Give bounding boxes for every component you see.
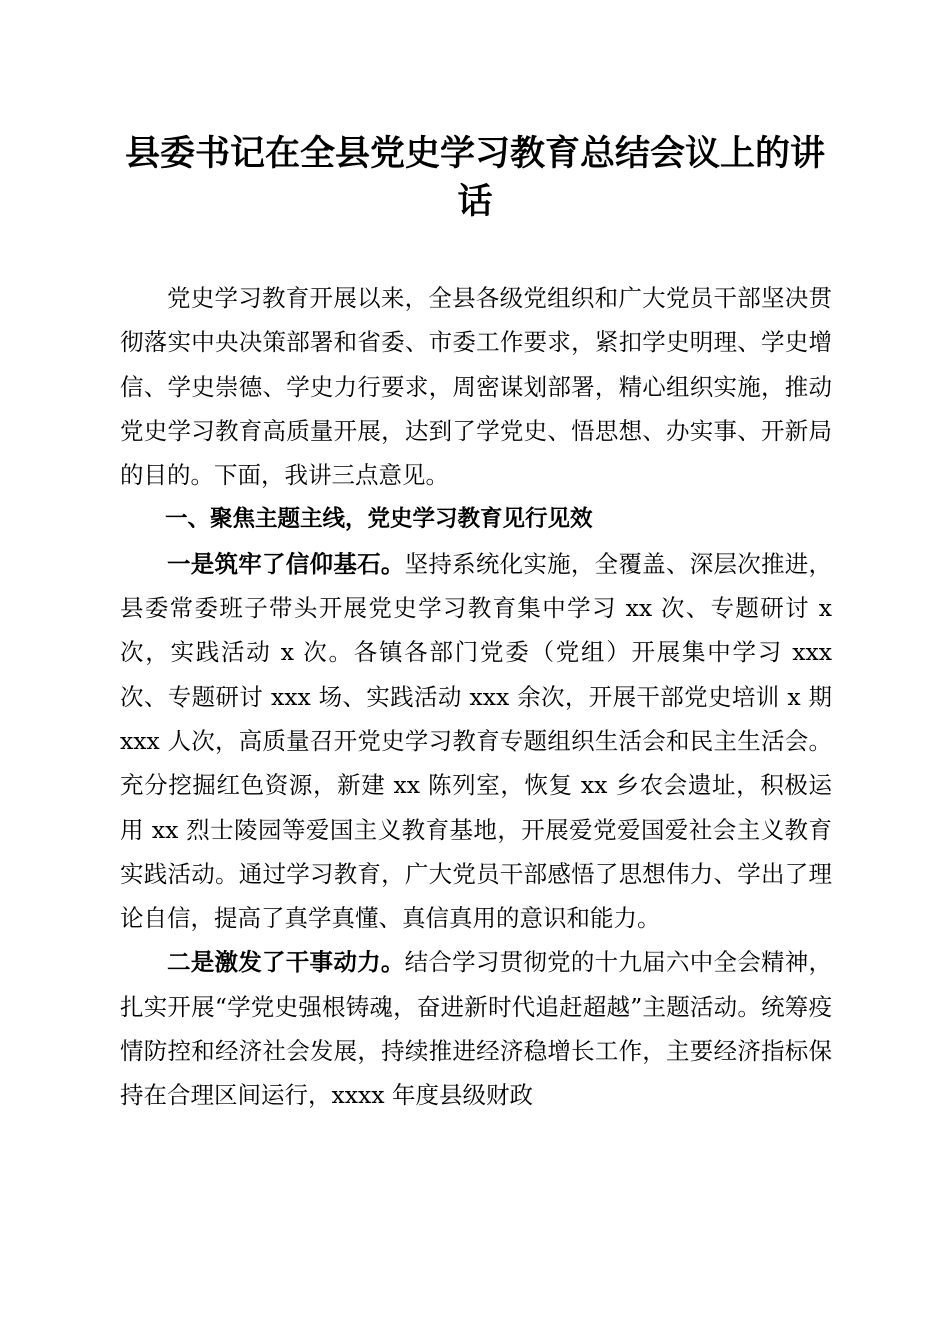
document-title: 县委书记在全县党史学习教育总结会议上的讲话 — [124, 133, 825, 222]
document-body — [120, 276, 832, 1118]
point-text-1: 坚持系统化实施，全覆盖、深层次推进，县委常委班子带头开展党史学习教育集中学习 xx 次、专题研讨 x 次，实践活动 x 次。各镇各部门党委（党组）开展集中学习 xxx 次、专题研讨 xxx 场、实践活动 xxx 余次，开展干部党史培训 x 期 xxx 人次，高质量召开党史学习教育专题组织生活会和民主生活会。充分挖掘红色资源，新建 xx 陈列室，恢复 xx 乡农会遗址，积极运用 xx 烈士陵园等爱国主义教育基地，开展爱党爱国爱社会主义教育实践活动。通过学习教育，广大党员干部感悟了思想伟力、学出了理论自信，提高了真学真懂、真信真用的意识和能力。 — [120, 549, 833, 933]
intro-paragraph: 党史学习教育开展以来，全县各级党组织和广大党员干部坚决贯彻落实中央决策部署和省委、市委工作要求，紧扣学史明理、学史增信、学史崇德、学史力行要求，周密谋划部署，精心组织实施，推动党史学习教育高质量开展，达到了学党史、悟思想、办实事、开新局的目的。下面，我讲三点意见。 — [120, 284, 832, 490]
point-paragraph-1 — [120, 542, 832, 941]
point-lead-2: 二是激发了干事动力。 — [167, 948, 405, 977]
point-text-2: 结合学习贯彻党的十九届六中全会精神，扎实开展“学党史强根铸魂，奋进新时代追赶超越”主题活动。统筹疫情防控和经济社会发展，持续推进经济稳增长工作，主要经济指标保持在合理区间运行，xxxx 年度县级财政 — [120, 948, 833, 1110]
point-lead-1: 一是筑牢了信仰基石。 — [167, 549, 405, 578]
section-heading: 一、聚焦主题主线，党史学习教育见行见效 — [165, 506, 593, 533]
point-paragraph-2 — [120, 940, 832, 1117]
